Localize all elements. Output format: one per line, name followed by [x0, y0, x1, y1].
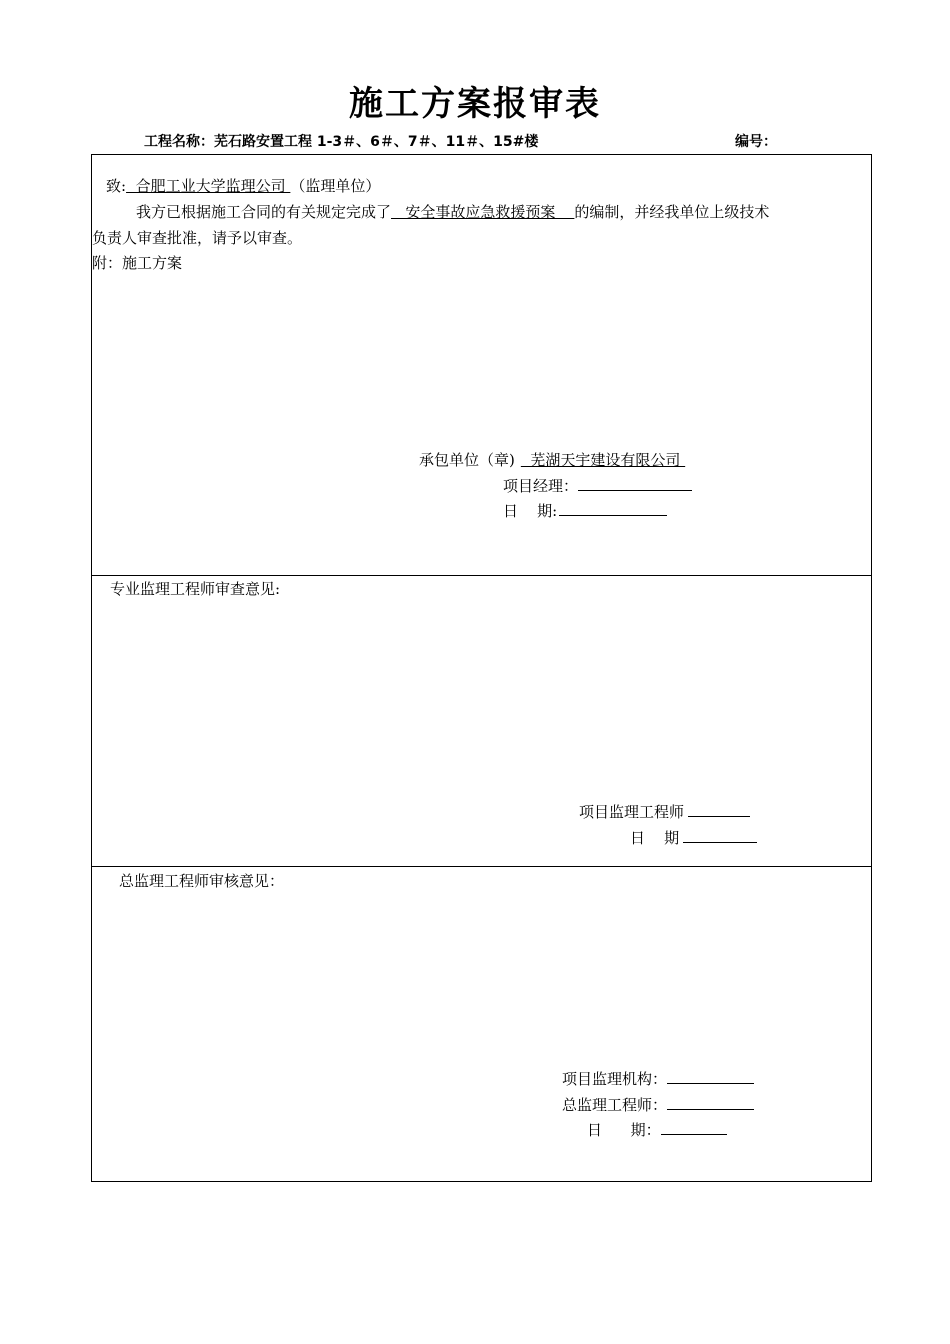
form-title: 施工方案报审表 — [349, 84, 601, 124]
statement-line-1 — [136, 201, 769, 223]
addressee-line — [106, 175, 380, 197]
chief-date-blank[interactable] — [661, 1119, 727, 1135]
submission-section — [92, 155, 871, 576]
supervisor-company: 合肥工业大学监理公司 — [126, 177, 291, 195]
chief-review-section — [92, 867, 871, 1181]
project-name-label: 工程名称：芜石路安置工程 1-3＃、6＃、7＃、11＃、15#楼 — [144, 134, 539, 150]
specialist-date-line — [630, 827, 757, 849]
specialist-date-blank[interactable] — [683, 827, 757, 843]
supervision-org-blank[interactable] — [667, 1068, 754, 1084]
supervisor-suffix: （监理单位） — [290, 177, 381, 195]
chief-engineer-label: 总监理工程师： — [562, 1096, 668, 1114]
project-manager-signature-blank[interactable] — [578, 475, 692, 491]
supervision-org-line — [562, 1068, 754, 1090]
chief-engineer-signature-blank[interactable] — [667, 1094, 754, 1110]
specialist-engineer-signature-blank[interactable] — [688, 801, 750, 817]
chief-review-heading: 总监理工程师审核意见： — [119, 872, 285, 890]
specialist-review-heading: 专业监理工程师审查意见: — [110, 580, 281, 598]
project-manager-label: 项目经理： — [503, 477, 579, 495]
contractor-line — [419, 449, 685, 471]
statement-line-2: 负责人审查批准，请予以审查。 — [92, 229, 303, 247]
statement-prefix: 我方已根据施工合同的有关规定完成了 — [136, 203, 392, 221]
chief-date-line — [587, 1119, 727, 1141]
serial-number-label: 编号： — [735, 134, 777, 150]
specialist-engineer-label: 项目监理工程师 — [579, 803, 685, 821]
specialist-engineer-line — [579, 801, 750, 823]
chief-date-label: 日 期： — [587, 1121, 661, 1139]
plan-name: 安全事故应急救援预案 — [391, 203, 575, 221]
contractor-date-label: 日 期: — [503, 502, 558, 520]
specialist-date-label: 日 期 — [630, 829, 680, 847]
supervision-org-label: 项目监理机构： — [562, 1070, 668, 1088]
contractor-label: 承包单位（章) — [419, 451, 515, 469]
statement-suffix: 的编制，并经我单位上级技术 — [574, 203, 770, 221]
attachment-line: 附：施工方案 — [92, 254, 183, 272]
project-manager-line — [503, 475, 692, 497]
contractor-name: 芜湖天宇建设有限公司 — [520, 451, 686, 469]
chief-engineer-line — [562, 1094, 754, 1116]
to-prefix: 致: — [106, 177, 127, 195]
specialist-review-section — [92, 576, 871, 867]
contractor-date-line — [503, 500, 667, 522]
approval-form-table — [91, 154, 872, 1182]
contractor-date-blank[interactable] — [559, 500, 667, 516]
